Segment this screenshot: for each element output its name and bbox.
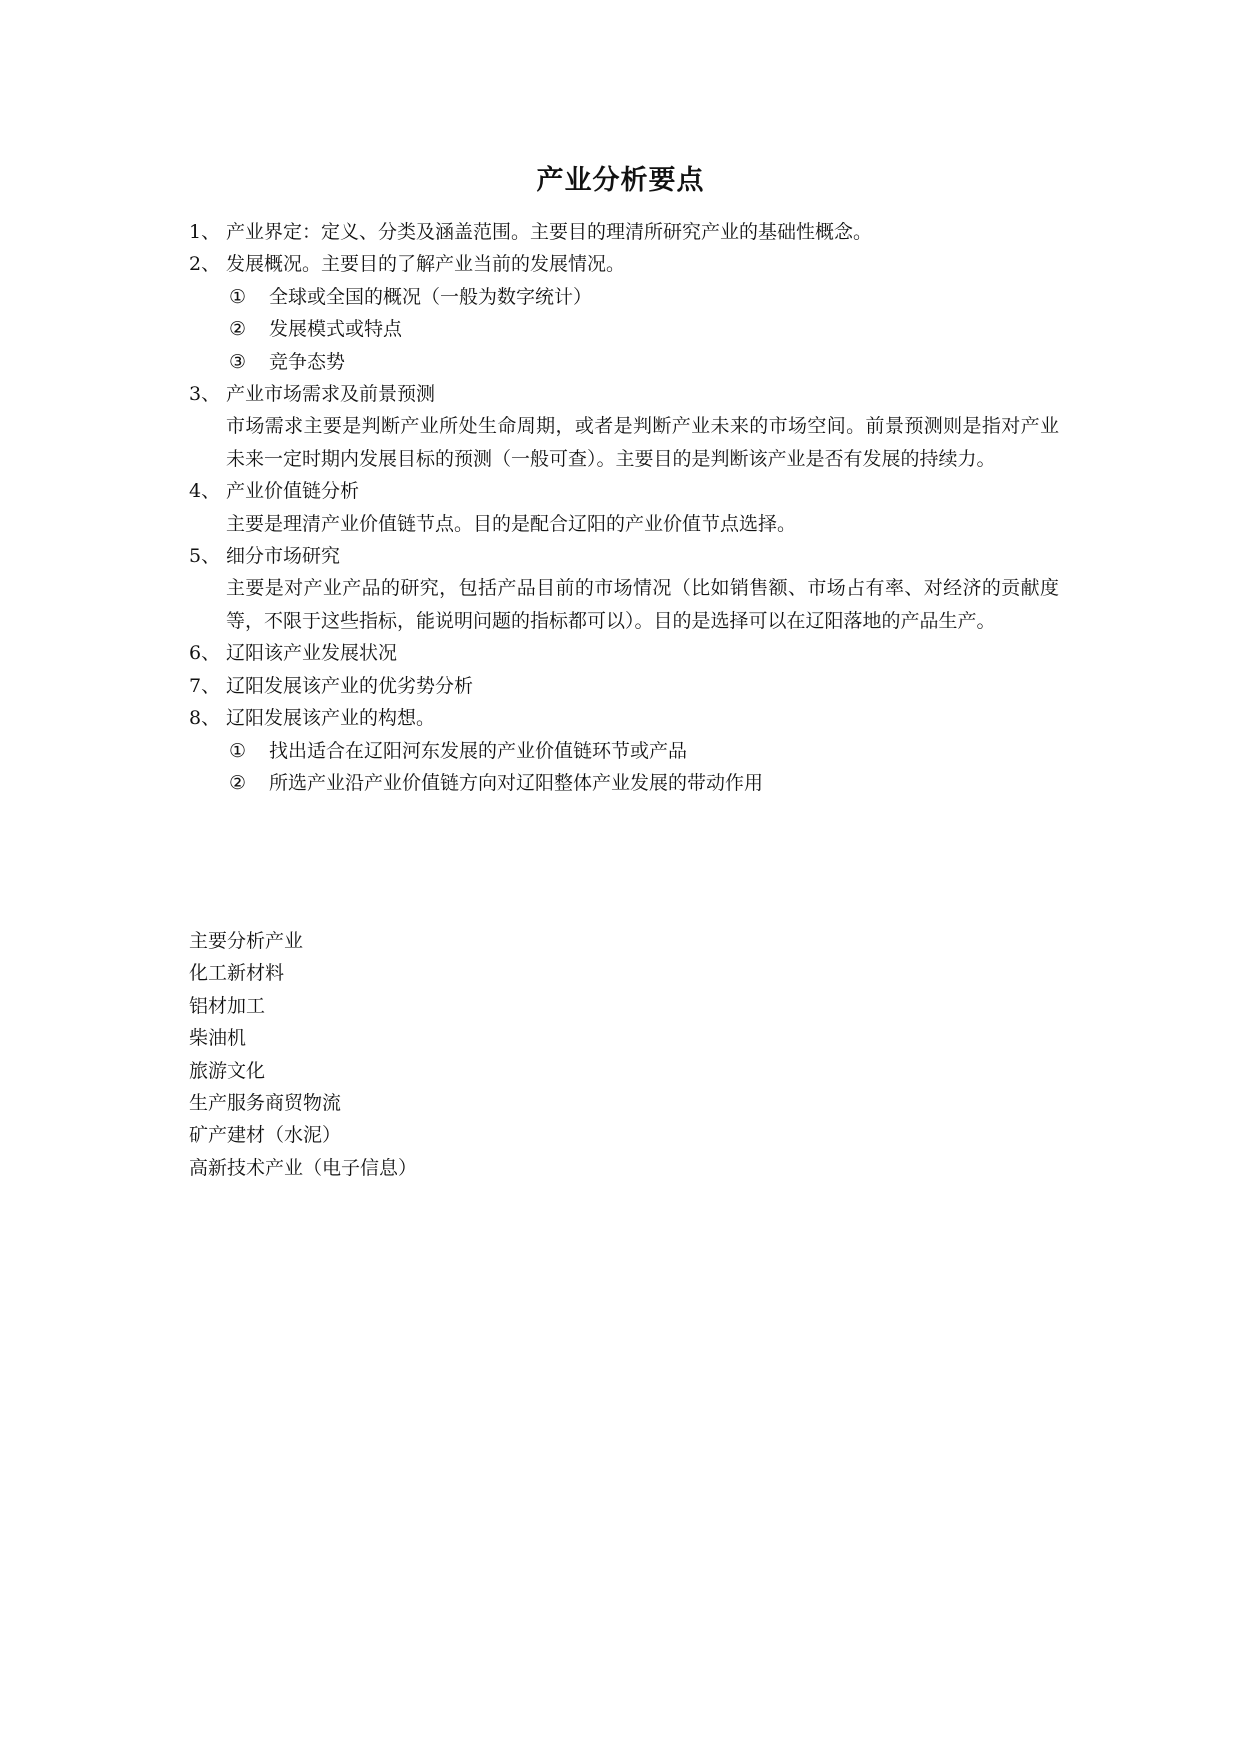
page-title: 产业分析要点 <box>536 165 705 196</box>
item-number: 2、 <box>189 253 221 276</box>
sub-item <box>229 346 1059 378</box>
item-heading: 辽阳该产业发展状况 <box>226 642 398 665</box>
list-item <box>189 378 1059 410</box>
industry-item: 生产服务商贸物流 <box>189 1092 342 1115</box>
industry-item: 铝材加工 <box>189 994 266 1017</box>
item-heading: 细分市场研究 <box>226 545 341 568</box>
list-item <box>189 637 1059 669</box>
item-number: 5、 <box>189 545 221 568</box>
sub-item-mark: ① <box>229 739 247 762</box>
list-item <box>189 475 1059 507</box>
sub-item <box>229 735 1059 767</box>
item-heading: 发展概况。主要目的了解产业当前的发展情况。 <box>226 253 626 276</box>
item-number: 4、 <box>189 480 221 503</box>
sub-item <box>229 281 1059 313</box>
sub-item-mark: ② <box>229 318 247 341</box>
list-item <box>189 216 1059 248</box>
industry-item: 高新技术产业（电子信息） <box>189 1156 418 1179</box>
item-heading: 产业界定：定义、分类及涵盖范围。主要目的理清所研究产业的基础性概念。 <box>226 221 873 243</box>
item-number: 3、 <box>189 383 221 406</box>
sub-item-text: 竞争态势 <box>269 350 346 373</box>
sub-item-text: 发展模式或特点 <box>269 318 403 341</box>
sub-item-text: 找出适合在辽阳河东发展的产业价值链环节或产品 <box>269 739 688 762</box>
item-heading: 辽阳发展该产业的优劣势分析 <box>226 674 474 697</box>
item-paragraph: 主要是理清产业价值链节点。目的是配合辽阳的产业价值节点选择。 <box>226 512 797 535</box>
sub-item-text: 全球或全国的概况（一般为数字统计） <box>269 285 593 308</box>
item-number: 7、 <box>189 674 221 697</box>
sub-item-mark: ③ <box>229 350 247 373</box>
item-heading: 产业市场需求及前景预测 <box>226 383 436 406</box>
industry-item: 旅游文化 <box>189 1059 266 1082</box>
industry-item: 化工新材料 <box>189 962 285 985</box>
industry-item: 柴油机 <box>189 1027 247 1050</box>
list-item <box>189 702 1059 734</box>
list-item <box>189 540 1059 572</box>
sub-item <box>229 767 1059 799</box>
list-item <box>189 670 1059 702</box>
item-heading: 辽阳发展该产业的构想。 <box>226 707 436 730</box>
industry-list <box>189 925 417 1184</box>
sub-item <box>229 313 1059 345</box>
item-number: 8、 <box>189 707 221 730</box>
list-item <box>189 248 1059 280</box>
sub-item-text: 所选产业沿产业价值链方向对辽阳整体产业发展的带动作用 <box>269 771 764 794</box>
industry-item: 矿产建材（水泥） <box>189 1124 342 1147</box>
item-paragraph: 主要是对产业产品的研究，包括产品目前的市场情况（比如销售额、市场占有率、对经济的贡献度等，不限于这些指标，能说明问题的指标都可以）。目的是选择可以在辽阳落地的产品生产。 <box>226 577 1059 632</box>
sub-item-mark: ① <box>229 285 247 308</box>
item-heading: 产业价值链分析 <box>226 480 360 503</box>
item-number: 1、 <box>189 221 221 243</box>
outline-list <box>189 216 1059 799</box>
sub-item-mark: ② <box>229 771 247 794</box>
item-number: 6、 <box>189 642 221 665</box>
industry-list-heading: 主要分析产业 <box>189 930 304 952</box>
item-paragraph: 市场需求主要是判断产业所处生命周期，或者是判断产业未来的市场空间。前景预测则是指对产业未来一定时期内发展目标的预测（一般可查）。主要目的是判断该产业是否有发展的持续力。 <box>226 415 1059 470</box>
